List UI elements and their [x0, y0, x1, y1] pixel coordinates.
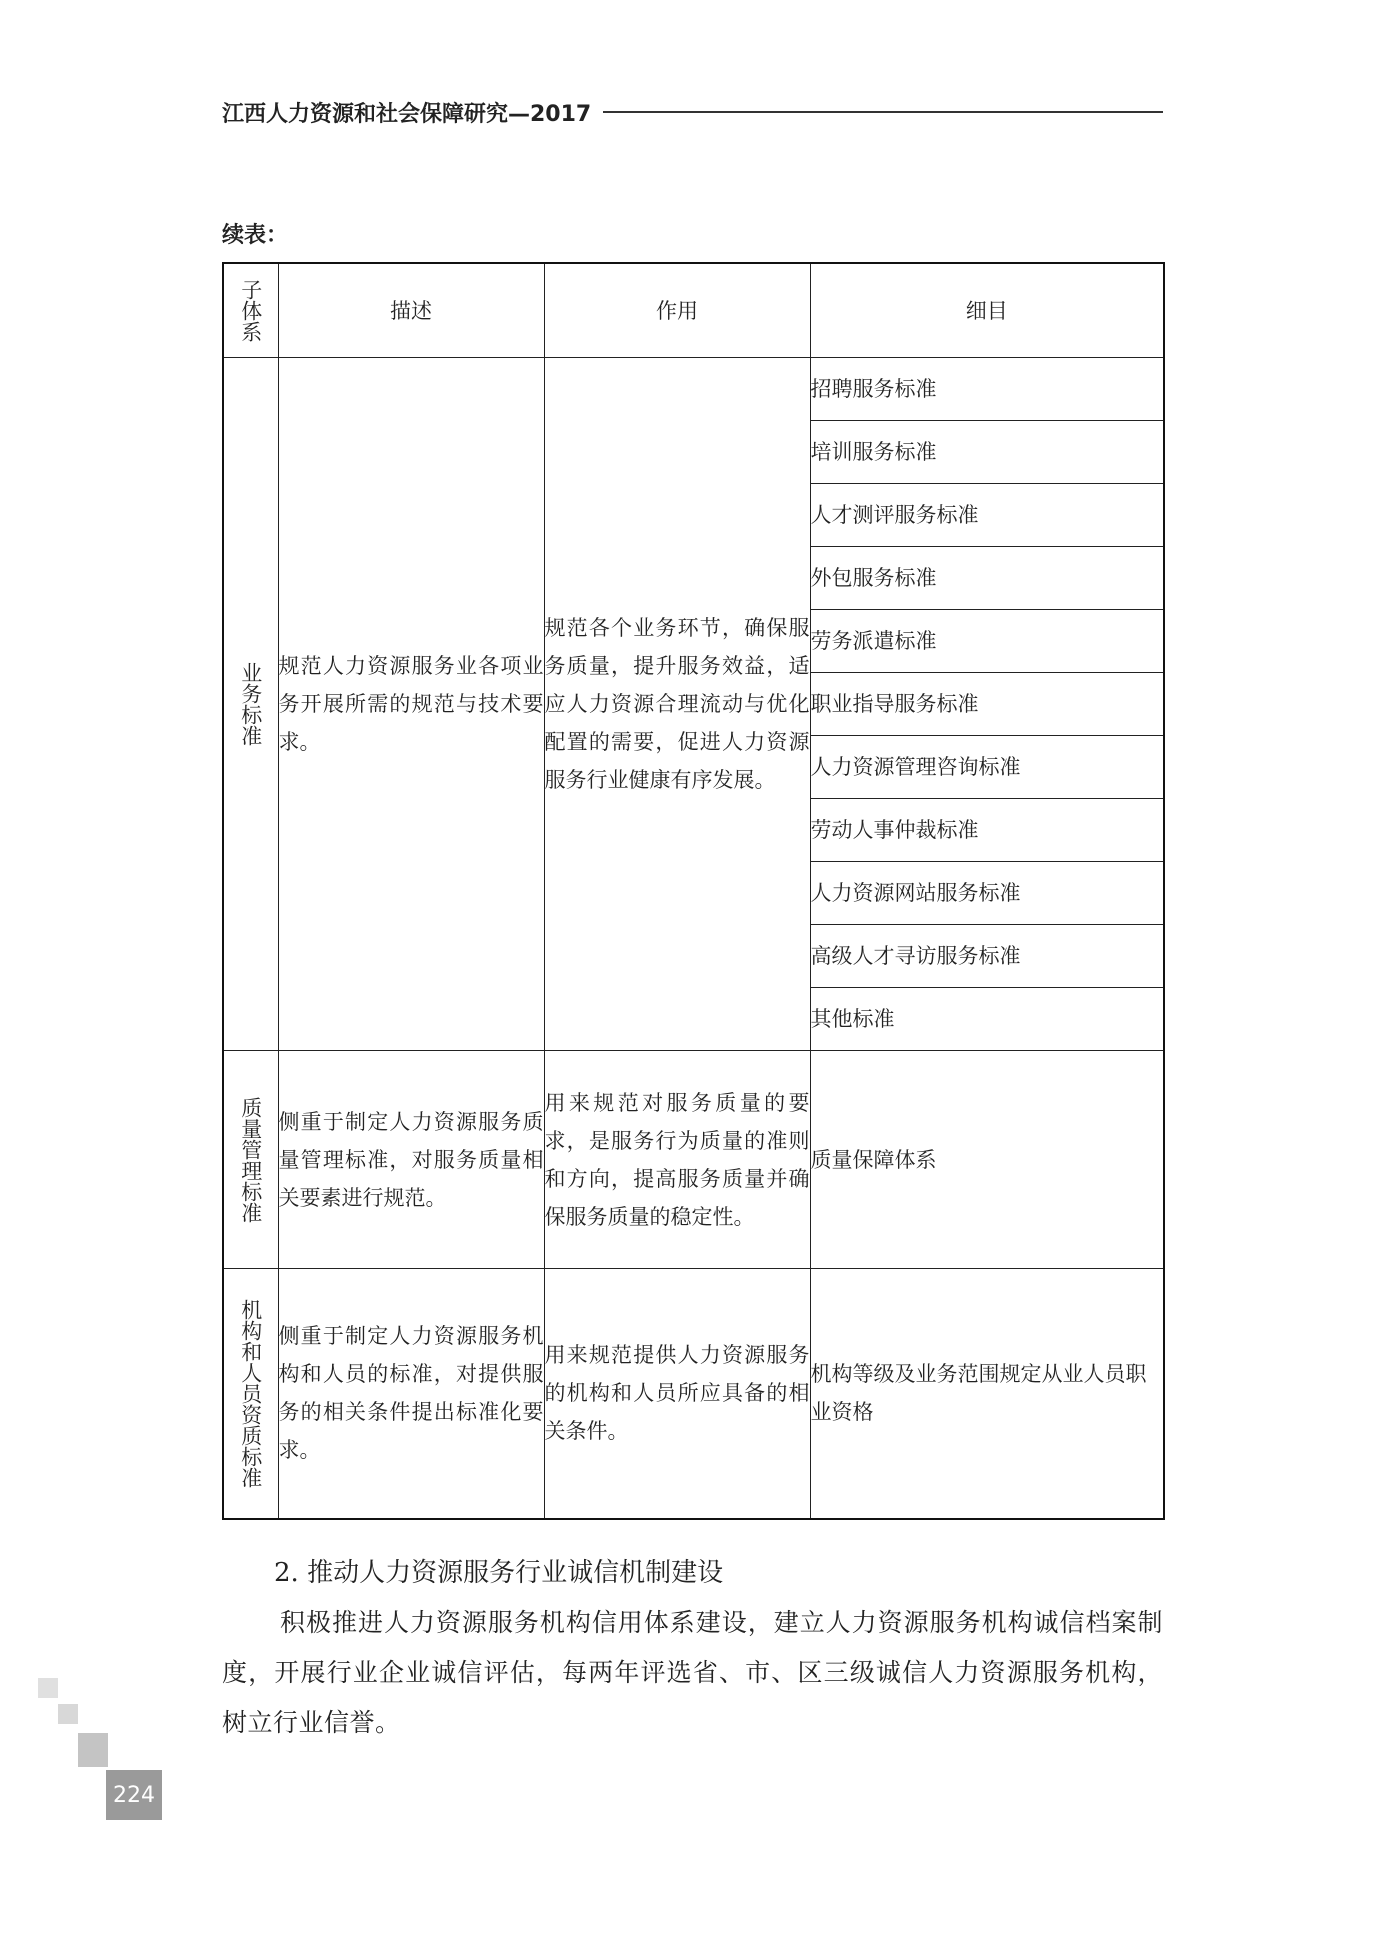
role-cell: 用来规范对服务质量的要求，是服务行为质量的准则和方向，提高服务质量并确保服务质量的稳定性。: [544, 1051, 810, 1269]
decor-square-small: [58, 1704, 78, 1724]
item-cell: 高级人才寻访服务标准: [810, 925, 1164, 988]
header-description: 描述: [278, 263, 544, 358]
description-cell: 规范人力资源服务业各项业务开展所需的规范与技术要求。: [278, 358, 544, 1051]
header-subsystem: 子体系: [223, 263, 278, 358]
decor-square-small: [38, 1678, 58, 1698]
description-cell: 侧重于制定人力资源服务机构和人员的标准，对提供服务的相关条件提出标准化要求。: [278, 1269, 544, 1519]
role-cell: 用来规范提供人力资源服务的机构和人员所应具备的相关条件。: [544, 1269, 810, 1519]
header-items: 细目: [810, 263, 1164, 358]
item-cell: 劳动人事仲裁标准: [810, 799, 1164, 862]
table-row: [223, 1051, 1164, 1269]
header-rule: [603, 111, 1163, 113]
item-cell: 人才测评服务标准: [810, 484, 1164, 547]
table-row: [223, 1269, 1164, 1519]
item-cell: 劳务派遣标准: [810, 610, 1164, 673]
table-row: [223, 358, 1164, 421]
item-cell: 外包服务标准: [810, 547, 1164, 610]
description-cell: 侧重于制定人力资源服务质量管理标准，对服务质量相关要素进行规范。: [278, 1051, 544, 1269]
subsystem-cell: 质量管理标准: [223, 1051, 278, 1269]
role-cell: 规范各个业务环节，确保服务质量，提升服务效益，适应人力资源合理流动与优化配置的需要，促进人力资源服务行业健康有序发展。: [544, 358, 810, 1051]
item-cell: 人力资源管理咨询标准: [810, 736, 1164, 799]
section-paragraph: 积极推进人力资源服务机构信用体系建设，建立人力资源服务机构诚信档案制度，开展行业企业诚信评估，每两年评选省、市、区三级诚信人力资源服务机构，树立行业信誉。: [222, 1608, 1163, 1737]
table-header-row: [223, 263, 1164, 358]
page-number: 224: [106, 1770, 162, 1820]
item-cell: 其他标准: [810, 988, 1164, 1051]
subsystem-cell: 业务标准: [223, 358, 278, 1051]
section-heading: 2. 推动人力资源服务行业诚信机制建设: [274, 1558, 724, 1588]
item-cell: 人力资源网站服务标准: [810, 862, 1164, 925]
item-cell: 职业指导服务标准: [810, 673, 1164, 736]
decor-square-medium: [78, 1733, 108, 1767]
item-cell: 招聘服务标准: [810, 358, 1164, 421]
item-cell: 质量保障体系: [810, 1051, 1164, 1269]
running-header: [222, 96, 1163, 128]
standards-table: [222, 262, 1165, 1520]
continued-label: 续表：: [222, 223, 289, 248]
running-header-title: 江西人力资源和社会保障研究—2017: [222, 101, 592, 127]
subsystem-cell: 机构和人员资质标准: [223, 1269, 278, 1519]
item-cell: 培训服务标准: [810, 421, 1164, 484]
item-cell: 机构等级及业务范围规定从业人员职业资格: [810, 1269, 1164, 1519]
header-role: 作用: [544, 263, 810, 358]
